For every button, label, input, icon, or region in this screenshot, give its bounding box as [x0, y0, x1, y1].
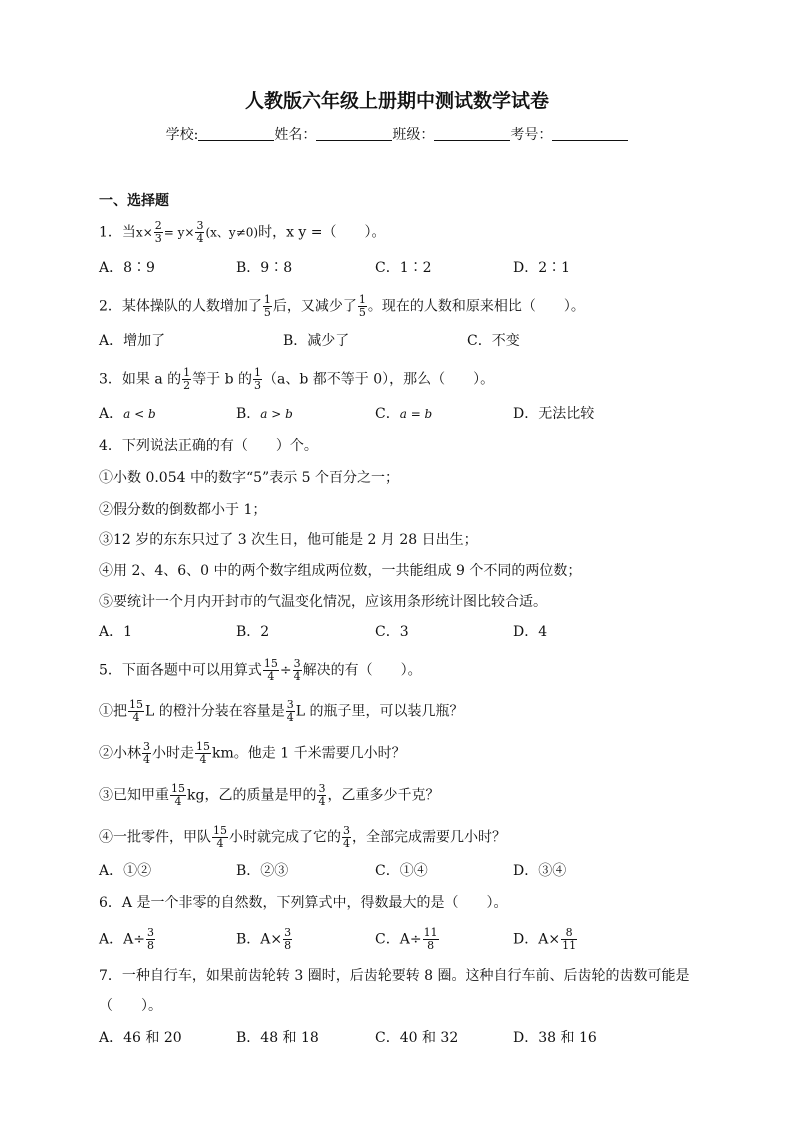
fraction: $\frac{1}{2}$	[183, 366, 191, 392]
section-heading: 一、选择题	[99, 193, 169, 209]
class-blank[interactable]	[434, 126, 510, 141]
q5-option-a[interactable]: A．①②	[99, 863, 152, 879]
q4-option-c[interactable]: C．3	[375, 624, 409, 640]
question-5: 5．下面各题中可以用算式 $\frac{15}{4}$ ÷ $\frac{3}{4}$ 解决的有（ ）。	[99, 657, 422, 683]
question-2: 2．某体操队的人数增加了 $\frac{1}{5}$ 后，又减少了 $\frac{1}{5}$ 。现在的人数和原来相比（ ）。	[99, 293, 585, 319]
fraction: $\frac{3}{4}$	[293, 657, 301, 683]
q2-option-b[interactable]: B．减少了	[283, 333, 350, 349]
q1-option-c[interactable]: C．1∶2	[375, 260, 432, 276]
fraction: $\frac{8}{11}$	[562, 926, 577, 952]
school-blank[interactable]	[198, 126, 274, 141]
q4-option-b[interactable]: B．2	[236, 624, 270, 640]
q3-option-b[interactable]: B．a > b	[236, 406, 293, 422]
q5-option-b[interactable]: B．②③	[236, 863, 289, 879]
q7-option-c[interactable]: C．40 和 32	[375, 1030, 459, 1046]
school-label: 学校:	[165, 127, 199, 143]
fraction: $\frac{15}{4}$	[213, 824, 227, 850]
q7-option-a[interactable]: A．46 和 20	[99, 1030, 182, 1046]
fraction: $\frac{3}{4}$	[143, 740, 150, 766]
fraction: $\frac{1}{5}$	[263, 293, 271, 319]
student-info-line	[0, 124, 794, 144]
q4-option-d[interactable]: D．4	[513, 624, 548, 640]
q5-item-4: ④一批零件，甲队 $\frac{15}{4}$ 小时就完成了它的 $\frac{3}{4}$ ，全部完成需要几小时？	[99, 824, 506, 850]
q4-statement-2: ②假分数的倒数都小于 1；	[99, 502, 267, 518]
fraction: $\frac{3}{8}$	[284, 926, 292, 952]
fraction: $\frac{3}{4}$	[286, 698, 294, 724]
fraction: $\frac{3}{4}$	[318, 782, 326, 808]
q5-item-1: ①把 $\frac{15}{4}$ L 的橙汁分装在容量是 $\frac{3}{4}$ L 的瓶子里，可以装几瓶？	[99, 698, 464, 724]
q6-option-b[interactable]: B．A× $\frac{3}{8}$	[236, 926, 292, 952]
fraction: $\frac{15}{4}$	[129, 698, 143, 724]
fraction: $\frac{15}{4}$	[171, 782, 185, 808]
q7-option-d[interactable]: D．38 和 16	[513, 1030, 597, 1046]
q6-option-c[interactable]: C．A÷ $\frac{11}{8}$	[375, 926, 438, 952]
question-6: 6．A 是一个非零的自然数，下列算式中，得数最大的是（ ）。	[99, 895, 508, 911]
q3-option-d[interactable]: D．无法比较	[513, 406, 595, 422]
q6-option-a[interactable]: A．A÷ $\frac{3}{8}$	[99, 926, 154, 952]
q5-option-d[interactable]: D．③④	[513, 863, 567, 879]
class-label: 班级：	[392, 127, 435, 143]
fraction: $\frac{1}{3}$	[254, 366, 262, 392]
q6-option-d[interactable]: D．A× $\frac{8}{11}$	[513, 926, 577, 952]
name-blank[interactable]	[316, 126, 392, 141]
q5-option-c[interactable]: C．①④	[375, 863, 428, 879]
fraction: $\frac{15}{4}$	[196, 740, 210, 766]
q1-option-b[interactable]: B．9∶8	[236, 260, 293, 276]
fraction: $\frac{11}{8}$	[423, 926, 438, 952]
q5-item-2: ②小林 $\frac{3}{4}$ 小时走 $\frac{15}{4}$ km。他走 1 千米需要几小时？	[99, 740, 406, 766]
question-7: 7．一种自行车，如果前齿轮转 3 圈时，后齿轮要转 8 圈。这种自行车前、后齿轮的齿数可能是	[99, 968, 690, 984]
fraction: $\frac{15}{4}$	[263, 657, 278, 683]
name-label: 姓名：	[274, 127, 317, 143]
q3-option-c[interactable]: C．a = b	[375, 406, 433, 422]
q5-item-3: ③已知甲重 $\frac{15}{4}$ kg，乙的质量是甲的 $\frac{3}{4}$ ，乙重多少千克？	[99, 782, 440, 808]
q4-option-a[interactable]: A．1	[99, 624, 133, 640]
q3-option-a[interactable]: A．a < b	[99, 406, 156, 422]
fraction: $\frac{3}{8}$	[146, 926, 154, 952]
question-4: 4．下列说法正确的有（ ）个。	[99, 438, 318, 454]
fraction: $\frac{1}{5}$	[358, 293, 366, 319]
q4-statement-3: ③12 岁的东东只过了 3 次生日，他可能是 2 月 28 日出生；	[99, 532, 478, 548]
q4-statement-1: ①小数 0.054 中的数字“5”表示 5 个百分之一；	[99, 470, 400, 486]
q2-option-c[interactable]: C．不变	[467, 333, 520, 349]
exam-no-blank[interactable]	[552, 126, 628, 141]
q1-option-d[interactable]: D．2∶1	[513, 260, 571, 276]
q2-option-a[interactable]: A．增加了	[99, 333, 166, 349]
page-title: 人教版六年级上册期中测试数学试卷	[244, 90, 549, 112]
fraction: $\frac{3}{4}$	[196, 219, 204, 245]
question-3: 3．如果 a 的 $\frac{1}{2}$ 等于 b 的 $\frac{1}{3}$ （a、b 都不等于 0），那么（ ）。	[99, 366, 495, 392]
fraction: $\frac{2}{3}$	[154, 219, 162, 245]
q7-option-b[interactable]: B．48 和 18	[236, 1030, 319, 1046]
q4-statement-4: ④用 2、4、6、0 中的两个数字组成两位数，一共能组成 9 个不同的两位数；	[99, 563, 582, 579]
q1-option-a[interactable]: A．8∶9	[99, 260, 155, 276]
question-7-continued: （ ）。	[99, 998, 162, 1014]
exam-no-label: 考号：	[510, 127, 553, 143]
question-1: 1．当x× $\frac{2}{3}$ = y× $\frac{3}{4}$ (x、y≠0)时，x y =（ ）。	[99, 219, 386, 245]
q4-statement-5: ⑤要统计一个月内开封市的气温变化情况，应该用条形统计图比较合适。	[99, 594, 547, 610]
fraction: $\frac{3}{4}$	[343, 824, 350, 850]
